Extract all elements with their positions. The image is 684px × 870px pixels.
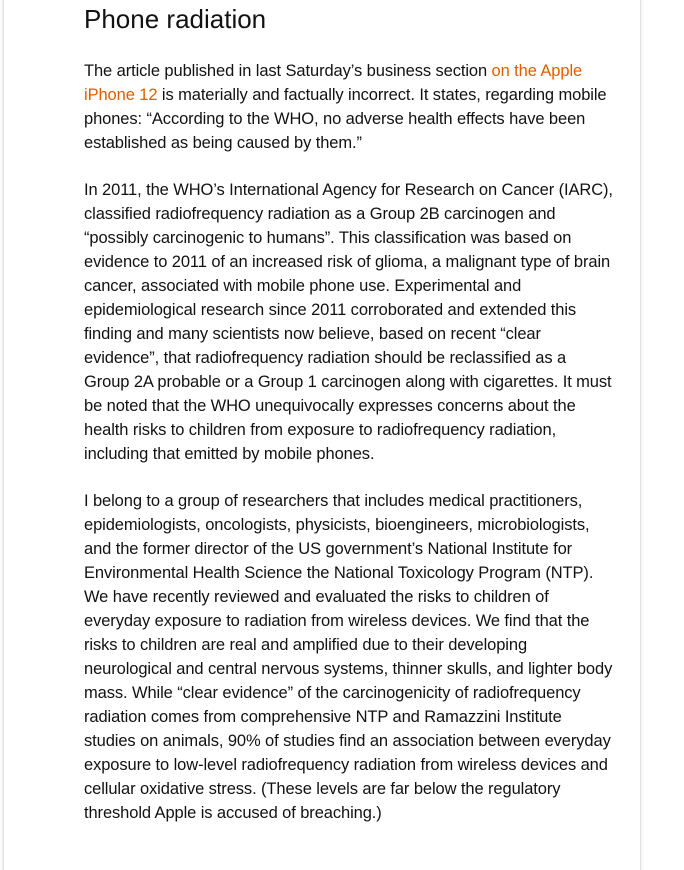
apple-iphone-12-link[interactable]: on the Apple iPhone 12 bbox=[84, 62, 583, 104]
letter-title: Phone radiation bbox=[84, 4, 267, 34]
letter-content bbox=[84, 2, 614, 825]
paragraph-2: In 2011, the WHO’s International Agency for Research on Cancer (IARC), classified radiofrequency radiation as a Group 2B carcinogen and “possibly carcinogenic to humans”. This classification was based on evidence to 2011 of an increased risk of glioma, a malignant type of brain cancer, associated with mobile phone use. Experimental and epidemiological research since 2011 corroborated and extended this finding and many scientists now believe, based on recent “clear evidence”, that radiofrequency radiation should be reclassified as a Group 2A probable or a Group 1 carcinogen along with cigarettes. It must be noted that the WHO unequivocally expresses concerns about the health risks to children from exposure to radiofrequency radiation, including that emitted by mobile phones. bbox=[84, 181, 613, 463]
paragraph-1-after: is materially and factually incorrect. It states, regarding mobile phones: “According to the WHO, no adverse health effects have been established as being caused by them.” bbox=[84, 86, 607, 152]
paragraph-3: I belong to a group of researchers that includes medical practitioners, epidemiologists, oncologists, physicists, bioengineers, microbiologists, and the former director of the US government’s National Institute for Environmental Health Science the National Toxicology Program (NTP). We have recently reviewed and evaluated the risks to children of everyday exposure to radiation from wireless devices. We find that the risks to children are real and amplified due to their developing neurological and central nervous systems, thinner skulls, and lighter body mass. While “clear evidence” of the carcinogenicity of radiofrequency radiation comes from comprehensive NTP and Ramazzini Institute studies on animals, 90% of studies find an association between everyday exposure to low-level radiofrequency radiation from wireless devices and cellular oxidative stress. (These levels are far below the regulatory threshold Apple is accused of breaching.) bbox=[84, 492, 613, 822]
paragraph-1 bbox=[84, 59, 614, 155]
paragraph-1-before: The article published in last Saturday’s business section bbox=[84, 62, 492, 80]
letter-card bbox=[3, 0, 641, 870]
